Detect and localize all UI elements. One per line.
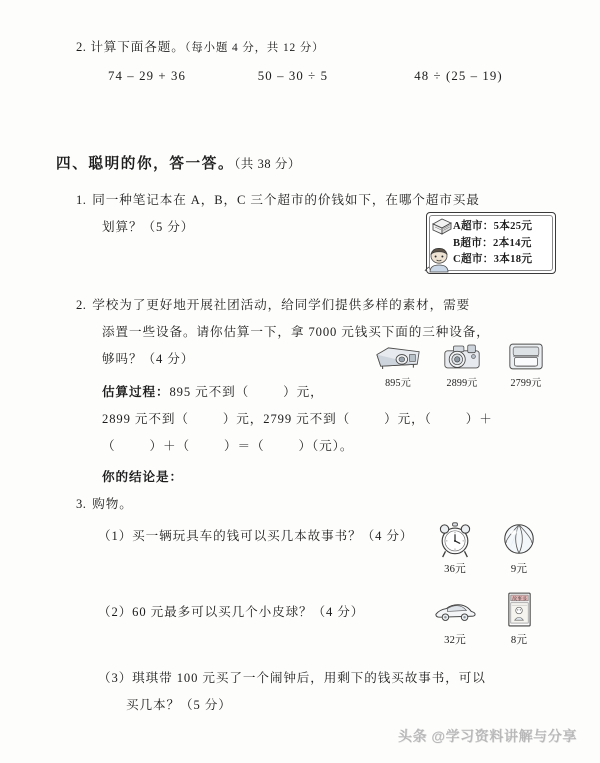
goods-row-1 bbox=[432, 518, 542, 576]
calc-expression-row bbox=[108, 69, 528, 84]
watermark-handle: @学习资料讲解与分享 bbox=[431, 728, 577, 744]
question3-sub2: （2）60 元最多可以买几个小皮球？（4 分） bbox=[98, 605, 365, 619]
equipment-item-camera bbox=[436, 340, 488, 389]
question1-text-line1: 同一种笔记本在 A，B，C 三个超市的价钱如下，在哪个超市买最 bbox=[92, 193, 480, 207]
question3-index: 3. bbox=[76, 497, 87, 511]
equipment-item-projector bbox=[372, 340, 424, 389]
calc-problem-heading bbox=[76, 34, 324, 62]
goods-item-alarm-clock bbox=[432, 518, 478, 576]
price-row-c: C超市：3本18元 bbox=[453, 254, 533, 266]
camera-icon bbox=[436, 340, 488, 372]
question1-line1 bbox=[76, 187, 480, 214]
question2-line1 bbox=[76, 292, 470, 319]
price-row-b: B超市：2本14元 bbox=[453, 237, 532, 249]
conclusion-prompt: 你的结论是： bbox=[102, 470, 183, 484]
estimate-line3-part-d: ）（元）。 bbox=[298, 439, 354, 453]
estimate-line1-part-b: ）元， bbox=[283, 385, 324, 399]
goods-item-story-book bbox=[496, 589, 542, 647]
estimate-line3 bbox=[102, 433, 353, 460]
price-list bbox=[453, 219, 532, 269]
estimate-line3-part-b: ）＋（ bbox=[149, 439, 190, 453]
beach-ball-icon bbox=[496, 518, 542, 560]
supermarket-price-box bbox=[426, 212, 556, 274]
estimate-line1 bbox=[102, 379, 324, 406]
toy-car-price: 32元 bbox=[444, 635, 466, 646]
question2-line3: 够吗？（4 分） bbox=[102, 352, 195, 366]
equipment-item-printer bbox=[500, 340, 552, 389]
estimate-line2 bbox=[102, 406, 493, 433]
beach-ball-price: 9元 bbox=[510, 564, 528, 575]
estimate-line2-part-b: ）元，2799 元不到（ bbox=[222, 412, 351, 426]
calc-problem-score: （每小题 4 分，共 12 分） bbox=[184, 42, 325, 54]
estimate-line3-part-a: （ bbox=[102, 439, 116, 453]
question2-line2: 添置一些设备。请你估算一下，拿 7000 元钱买下面的三种设备， bbox=[102, 325, 490, 339]
question2-index: 2. bbox=[76, 298, 87, 312]
alarm-clock-price: 36元 bbox=[444, 564, 466, 575]
question3-heading bbox=[76, 491, 133, 518]
goods-item-toy-car bbox=[432, 589, 478, 647]
price-row-a: A超市：5本25元 bbox=[453, 221, 533, 232]
estimate-line1-part-a: 895 元不到（ bbox=[169, 385, 250, 399]
svg-text:故事书: 故事书 bbox=[511, 596, 527, 602]
alarm-clock-icon bbox=[432, 518, 478, 560]
printer-icon bbox=[500, 340, 552, 372]
notebook-icon bbox=[431, 217, 453, 237]
goods-row-2 bbox=[432, 589, 542, 647]
question3-sub1: （1）买一辆玩具车的钱可以买几本故事书？（4 分） bbox=[98, 529, 414, 543]
kid-character-icon bbox=[423, 247, 455, 273]
watermark-prefix: 头条 bbox=[398, 730, 428, 745]
question2-text-line1: 学校为了更好地开展社团活动，给同学们提供多样的素材，需要 bbox=[92, 298, 471, 312]
watermark bbox=[398, 726, 577, 746]
projector-icon bbox=[372, 340, 424, 372]
toy-car-icon bbox=[432, 589, 478, 631]
question1-index: 1. bbox=[76, 193, 87, 207]
calc-expression-2: 50 – 30 ÷ 5 bbox=[257, 69, 329, 83]
story-book-icon bbox=[496, 589, 542, 631]
question3-title: 购物。 bbox=[92, 497, 133, 511]
goods-item-beach-ball bbox=[496, 518, 542, 576]
calc-problem-prompt: 计算下面各题。 bbox=[90, 40, 185, 54]
estimate-line2-part-d: ）＋ bbox=[465, 412, 493, 426]
estimate-label: 估算过程： bbox=[102, 385, 170, 399]
section-title: 四、聪明的你，答一答。 bbox=[56, 156, 235, 172]
section-heading bbox=[56, 152, 301, 173]
question3-sub3-line1: （3）琪琪带 100 元买了一个闹钟后，用剩下的钱买故事书，可以 bbox=[98, 671, 486, 685]
question3-sub3-line2: 买几本？（5 分） bbox=[126, 698, 232, 712]
story-book-price: 8元 bbox=[510, 635, 528, 646]
equipment-group bbox=[372, 340, 552, 389]
estimate-line3-part-c: ）＝（ bbox=[223, 439, 265, 453]
printer-price: 2799元 bbox=[510, 378, 542, 389]
section-score: （共 38 分） bbox=[234, 157, 301, 171]
estimate-line2-part-c: ）元，（ bbox=[384, 412, 432, 426]
calc-problem-index: 2. bbox=[76, 40, 87, 54]
calc-expression-1: 74 – 29 + 36 bbox=[108, 69, 187, 83]
calc-expression-3: 48 ÷ (25 – 19) bbox=[414, 69, 503, 83]
estimate-line2-part-a: 2899 元不到（ bbox=[102, 412, 189, 426]
question1-line2: 划算？（5 分） bbox=[102, 220, 195, 234]
camera-price: 2899元 bbox=[446, 378, 478, 389]
projector-price: 895元 bbox=[385, 378, 411, 389]
